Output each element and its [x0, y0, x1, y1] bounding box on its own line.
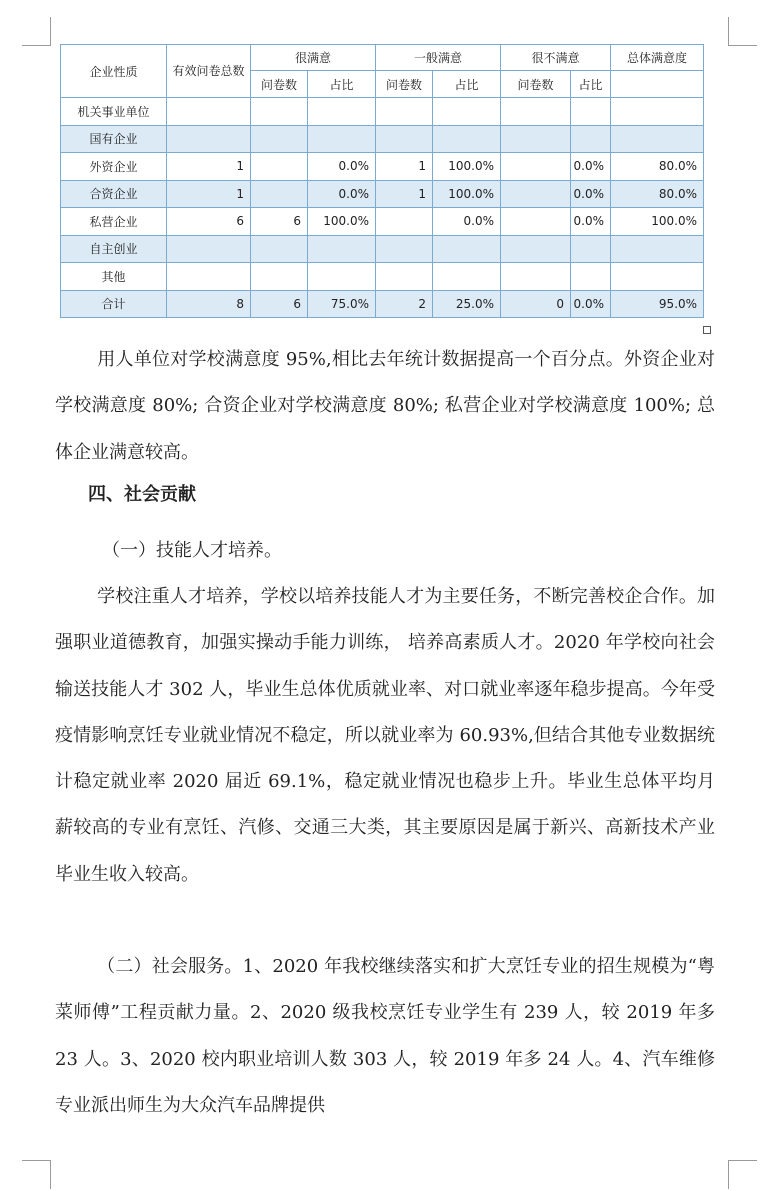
table-cell-u_n — [501, 125, 571, 153]
header-very-satisfied: 很满意 — [251, 45, 376, 71]
table-cell-overall — [611, 263, 704, 291]
table-cell-vs_p: 0.0% — [308, 153, 376, 181]
table-cell-g_n — [376, 125, 433, 153]
crop-mark-bottom-left — [22, 1160, 51, 1189]
subheader-count: 问卷数 — [376, 71, 433, 98]
table-cell-total — [167, 263, 251, 291]
table-cell-type: 国有企业 — [61, 125, 167, 153]
subheader-overall-empty — [611, 71, 704, 98]
table-cell-total — [167, 125, 251, 153]
subheader-ratio: 占比 — [308, 71, 376, 98]
table-cell-g_n — [376, 208, 433, 236]
table-cell-overall: 80.0% — [611, 180, 704, 208]
table-cell-u_n — [501, 153, 571, 181]
table-cell-u_p: 0.0% — [571, 180, 611, 208]
table-cell-g_p — [433, 98, 501, 126]
table-cell-g_p: 100.0% — [433, 180, 501, 208]
table-cell-u_n — [501, 263, 571, 291]
table-cell-u_p — [571, 98, 611, 126]
table-cell-type: 自主创业 — [61, 235, 167, 263]
header-valid-surveys: 有效问卷总数 — [167, 45, 251, 98]
table-cell-g_n — [376, 235, 433, 263]
table-cell-vs_p: 100.0% — [308, 208, 376, 236]
header-general-satisfied: 一般满意 — [376, 45, 501, 71]
table-cell-vs_p — [308, 125, 376, 153]
table-cell-u_p — [571, 125, 611, 153]
table-cell-g_n: 1 — [376, 180, 433, 208]
table-cell-vs_n — [251, 235, 308, 263]
table-cell-g_p: 25.0% — [433, 290, 501, 318]
table-cell-vs_n: 6 — [251, 208, 308, 236]
table-cell-type: 其他 — [61, 263, 167, 291]
table-cell-g_n — [376, 263, 433, 291]
table-cell-u_n — [501, 208, 571, 236]
header-very-unsatisfied: 很不满意 — [501, 45, 611, 71]
table-cell-vs_p: 75.0% — [308, 290, 376, 318]
table-cell-g_p — [433, 235, 501, 263]
table-cell-type: 机关事业单位 — [61, 98, 167, 126]
table-cell-vs_n — [251, 125, 308, 153]
table-cell-type: 合计 — [61, 290, 167, 318]
subheading-skills-training: （一）技能人才培养。 — [102, 540, 282, 561]
table-cell-overall — [611, 235, 704, 263]
table-row — [61, 153, 704, 181]
subheader-ratio: 占比 — [571, 71, 611, 98]
table-cell-vs_p: 0.0% — [308, 180, 376, 208]
table-cell-type: 私营企业 — [61, 208, 167, 236]
header-overall: 总体满意度 — [611, 45, 704, 71]
crop-mark-top-right — [728, 17, 757, 46]
table-cell-total — [167, 235, 251, 263]
satisfaction-table — [60, 44, 704, 318]
table-cell-total: 1 — [167, 180, 251, 208]
table-cell-u_n: 0 — [501, 290, 571, 318]
table-cell-g_p: 0.0% — [433, 208, 501, 236]
paragraph-talent-cultivation: 学校注重人才培养，学校以培养技能人才为主要任务，不断完善校企合作。加强职业道德教育，加强实操动手能力训练， 培养高素质人才。2020 年学校向社会输送技能人才 302 人，毕业生总体优质就业率、对口就业率逐年稳步提高。今年受疫情影响烹饪专业就业情况不稳定，所以就业率为 60.93%,但结合其他专业数据统计稳定就业率 2020 届近 69.1%，稳定就业情况也稳步上升。毕业生总体平均月薪较高的专业有烹饪、汽修、交通三大类，其主要原因是属于新兴、高新技术产业毕业生收入较高。 — [55, 586, 715, 885]
table-cell-g_p: 100.0% — [433, 153, 501, 181]
table-row — [61, 263, 704, 291]
table-cell-total: 8 — [167, 290, 251, 318]
subheader-count: 问卷数 — [251, 71, 308, 98]
table-cell-u_p — [571, 235, 611, 263]
table-cell-vs_n — [251, 180, 308, 208]
table-cell-total — [167, 98, 251, 126]
table-row — [61, 208, 704, 236]
table-cell-u_n — [501, 180, 571, 208]
table-cell-total: 1 — [167, 153, 251, 181]
table-cell-u_p — [571, 263, 611, 291]
table-cell-type: 外资企业 — [61, 153, 167, 181]
table-cell-g_p — [433, 263, 501, 291]
table-cell-type: 合资企业 — [61, 180, 167, 208]
table-row — [61, 290, 704, 318]
table-cell-u_p: 0.0% — [571, 208, 611, 236]
table-cell-total: 6 — [167, 208, 251, 236]
table-cell-overall: 100.0% — [611, 208, 704, 236]
table-cell-vs_n: 6 — [251, 290, 308, 318]
table-cell-overall — [611, 98, 704, 126]
table-row — [61, 125, 704, 153]
subheader-ratio: 占比 — [433, 71, 501, 98]
subheader-count: 问卷数 — [501, 71, 571, 98]
table-cell-u_p: 0.0% — [571, 153, 611, 181]
table-cell-g_n — [376, 98, 433, 126]
table-cell-g_n: 1 — [376, 153, 433, 181]
table-cell-vs_n — [251, 153, 308, 181]
table-cell-overall: 80.0% — [611, 153, 704, 181]
table-row — [61, 180, 704, 208]
section-heading-social-contribution: 四、社会贡献 — [88, 484, 196, 505]
paragraph-satisfaction-summary: 用人单位对学校满意度 95%,相比去年统计数据提高一个百分点。外资企业对学校满意度 80%; 合资企业对学校满意度 80%; 私营企业对学校满意度 100%; 总体企业满意较高。 — [55, 349, 715, 463]
table-cell-vs_n — [251, 263, 308, 291]
table-cell-u_n — [501, 98, 571, 126]
table-cell-vs_p — [308, 98, 376, 126]
table-cell-overall — [611, 125, 704, 153]
table-cell-overall: 95.0% — [611, 290, 704, 318]
table-cell-vs_n — [251, 98, 308, 126]
table-cell-g_p — [433, 125, 501, 153]
paragraph-social-service: （二）社会服务。1、2020 年我校继续落实和扩大烹饪专业的招生规模为“粤菜师傅”工程贡献力量。2、2020 级我校烹饪专业学生有 239 人，较 2019 年多 23 人。3、2020 校内职业培训人数 303 人，较 2019 年多 24 人。4、汽车维修专业派出师生为大众汽车品牌提供 — [55, 956, 715, 1116]
table-row — [61, 98, 704, 126]
header-company-type: 企业性质 — [61, 45, 167, 98]
table-cell-g_n: 2 — [376, 290, 433, 318]
table-resize-handle[interactable] — [703, 326, 711, 334]
table-cell-u_n — [501, 235, 571, 263]
crop-mark-bottom-right — [728, 1160, 757, 1189]
table-cell-vs_p — [308, 235, 376, 263]
table-cell-u_p: 0.0% — [571, 290, 611, 318]
table-row — [61, 235, 704, 263]
crop-mark-top-left — [22, 17, 51, 46]
table-cell-vs_p — [308, 263, 376, 291]
